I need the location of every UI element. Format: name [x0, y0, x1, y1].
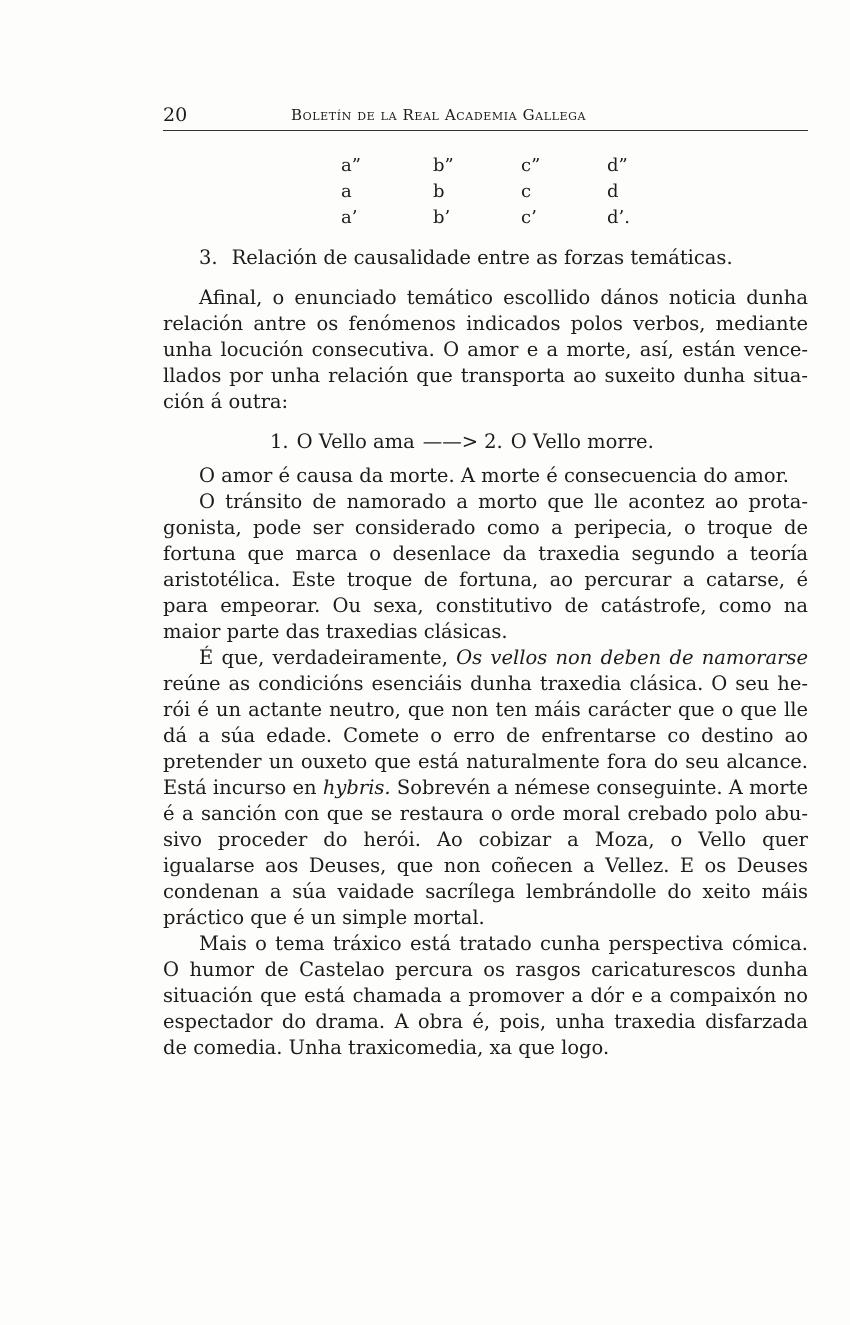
- scheme-row: [341, 153, 808, 179]
- scheme-cell: a”: [341, 155, 361, 176]
- paragraph: Afinal, o enunciado temático escollido dános noticia dunha relación antre os fenómenos indicados polos verbos, mediante unha locución consecutiva. O amor e a morte, así, están vencellados por unha relación que transporta ao suxeito dunha situación á outra:: [163, 286, 808, 413]
- example-sentence-1: O Vello ama: [296, 430, 415, 453]
- section-title: Relación de causalidade entre as forzas temáticas.: [231, 246, 733, 269]
- scheme-cell: a: [341, 181, 352, 202]
- section-number: 3.: [199, 246, 218, 269]
- paragraph-text: Sobrevén a némese conseguinte. A morte é a sanción con que se restaura o orde moral crebado polo abusivo proceder do herói. Ao cobizar a Moza, o Vello quer igualarse aos Deuses, que non coñecen a Vellez. E os Deuses condenan a súa vaidade sacrílega lembrándolle do xeito máis práctico que é un simple mortal.: [163, 776, 808, 929]
- scheme-cell: d’.: [607, 207, 630, 228]
- arrow-icon: ——>: [422, 430, 479, 453]
- journal-title: Boletín de la Real Academia Gallega: [291, 106, 587, 124]
- paragraph: Mais o tema tráxico está tratado cunha perspectiva cómica. O humor de Castelao percura os rasgos caricaturescos dunha situación que está chamada a promover a dór e a compaixón no espectador do drama. A obra é, pois, unha traxedia disfarzada de comedia. Unha traxicomedia, xa que logo.: [163, 932, 808, 1059]
- scheme-cell: c’: [521, 207, 537, 228]
- scheme-cell: c: [521, 181, 532, 202]
- scheme-cell: b’: [433, 207, 451, 228]
- page-number: 20: [163, 104, 188, 126]
- book-page: [163, 100, 808, 1061]
- paragraph-text: É que, verdadeiramente,: [199, 646, 448, 669]
- italic-term: hybris.: [322, 776, 391, 799]
- running-header: [163, 100, 808, 131]
- example-number-1: 1.: [270, 430, 289, 453]
- scheme-cell: b”: [433, 155, 454, 176]
- scheme-cell: b: [433, 181, 445, 202]
- paragraph-text: reúne as condicións esenciáis dunha traxedia clásica. O seu herói é un actante neutro, que non ten máis carácter que o que lle dá a súa edade. Comete o erro de enfrentarse co destino ao pretender un ouxeto que está naturalmente fora do seu alcance. Está incurso en: [163, 672, 808, 799]
- example-formula: [163, 427, 808, 457]
- paragraph: [163, 645, 808, 931]
- scheme-row: [341, 205, 808, 231]
- paragraph: O tránsito de namorado a morto que lle acontez ao protagonista, pode ser considerado como a peripecia, o troque de fortuna que marca o desenlace da traxedia segundo a teoría aristotélica. Este troque de fortuna, ao percurar a catarse, é para empeorar. Ou sexa, constitutivo de catástrofe, como na maior parte das traxedias clásicas.: [163, 490, 808, 643]
- scheme-cell: d: [607, 181, 619, 202]
- actant-scheme: [341, 153, 808, 231]
- section-heading: [199, 245, 808, 271]
- paragraph: O amor é causa da morte. A morte é consecuencia do amor.: [199, 464, 789, 487]
- scheme-row: [341, 179, 808, 205]
- example-number-2: 2.: [484, 430, 503, 453]
- scheme-cell: a’: [341, 207, 358, 228]
- scheme-cell: c”: [521, 155, 541, 176]
- scheme-cell: d”: [607, 155, 628, 176]
- italic-work-title: Os vellos non deben de namorarse: [456, 646, 808, 669]
- example-sentence-2: O Vello morre.: [510, 430, 654, 453]
